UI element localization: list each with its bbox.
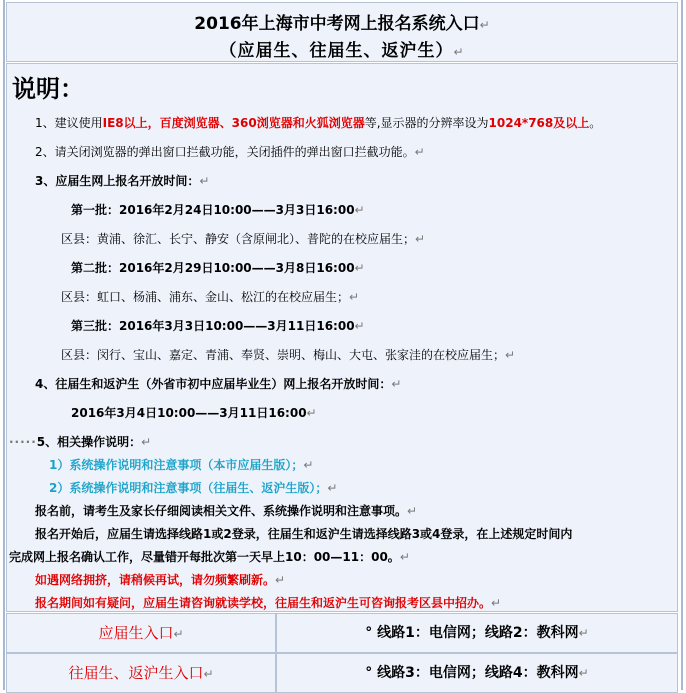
instruction-item-2: 2、请关闭浏览器的弹出窗口拦截功能，关闭插件的弹出窗口拦截功能。↵ xyxy=(35,145,425,159)
route-4-edu-link[interactable]: 线路4：教科网 xyxy=(484,665,579,681)
entry-row-current-students xyxy=(6,613,678,653)
guide-link-returnee-students[interactable]: 2）系统操作说明和注意事项（往届生、返沪生版）；↵ xyxy=(49,481,338,495)
notice-route-selection-cont: 完成网上报名确认工作，尽量错开每批次第一天早上10：00—11：00。↵ xyxy=(9,550,410,564)
instructions-panel xyxy=(6,63,678,612)
batch-2-time: 第二批：2016年2月29日10:00——3月8日16:00↵ xyxy=(71,261,365,275)
instruction-item-5: ·····5、相关操作说明：↵ xyxy=(9,435,152,449)
page-subtitle: （应届生、往届生、返沪生）↵ xyxy=(219,41,465,61)
batch-3-time: 第三批：2016年3月3日10:00——3月11日16:00↵ xyxy=(71,319,365,333)
page-title: 2016年上海市中考网上报名系统入口↵ xyxy=(194,14,490,34)
instruction-item-4: 4、往届生和返沪生（外省市初中应届毕业生）网上报名开放时间：↵ xyxy=(35,377,402,391)
batch-1-districts: 区县：黄浦、徐汇、长宁、静安（含原闸北）、普陀的在校应届生；↵ xyxy=(61,232,426,246)
entry-routes-current-students: ° 线路1：电信网；线路2：教科网↵ xyxy=(365,625,589,641)
page-header xyxy=(6,2,678,62)
entry-label-returnee-students[interactable]: 往届生、返沪生入口↵ xyxy=(7,654,277,692)
batch-3-districts: 区县：闵行、宝山、嘉定、青浦、奉贤、崇明、梅山、大屯、张家洼的在校应届生；↵ xyxy=(61,348,516,362)
returnee-period: 2016年3月4日10:00——3月11日16:00↵ xyxy=(71,406,317,420)
batch-2-districts: 区县：虹口、杨浦、浦东、金山、松江的在校应届生；↵ xyxy=(61,290,360,304)
entry-routes-returnee-students: ° 线路3：电信网；线路4：教科网↵ xyxy=(365,665,589,681)
route-3-telecom-link[interactable]: 线路3：电信网 xyxy=(377,665,471,681)
route-1-telecom-link[interactable]: 线路1：电信网 xyxy=(377,625,471,641)
instruction-item-3: 3、应届生网上报名开放时间：↵ xyxy=(35,174,210,188)
route-2-edu-link[interactable]: 线路2：教科网 xyxy=(484,625,579,641)
warning-enquiries: 报名期间如有疑问，应届生请咨询就读学校，往届生和返沪生可咨询报考区县中招办。↵ xyxy=(35,596,502,610)
notice-before-registration: 报名前，请考生及家长仔细阅读相关文件、系统操作说明和注意事项。↵ xyxy=(35,504,418,518)
entry-row-returnee-students xyxy=(6,653,678,693)
warning-network-busy: 如遇网络拥挤，请稍候再试，请勿频繁刷新。↵ xyxy=(35,573,286,587)
instruction-item-1: 1、建议使用IE8以上，百度浏览器、360浏览器和火狐浏览器等,显示器的分辨率设为1024*768及以上。 xyxy=(35,116,602,130)
guide-link-current-students[interactable]: 1）系统操作说明和注意事项（本市应届生版）；↵ xyxy=(49,458,314,472)
instructions-heading: 说明： xyxy=(12,75,84,103)
batch-1-time: 第一批：2016年2月24日10:00——3月3日16:00↵ xyxy=(71,203,365,217)
notice-route-selection: 报名开始后，应届生请选择线路1或2登录，往届生和返沪生请选择线路3或4登录，在上述规定时间内 xyxy=(35,527,573,541)
entry-label-current-students[interactable]: 应届生入口↵ xyxy=(7,614,277,652)
